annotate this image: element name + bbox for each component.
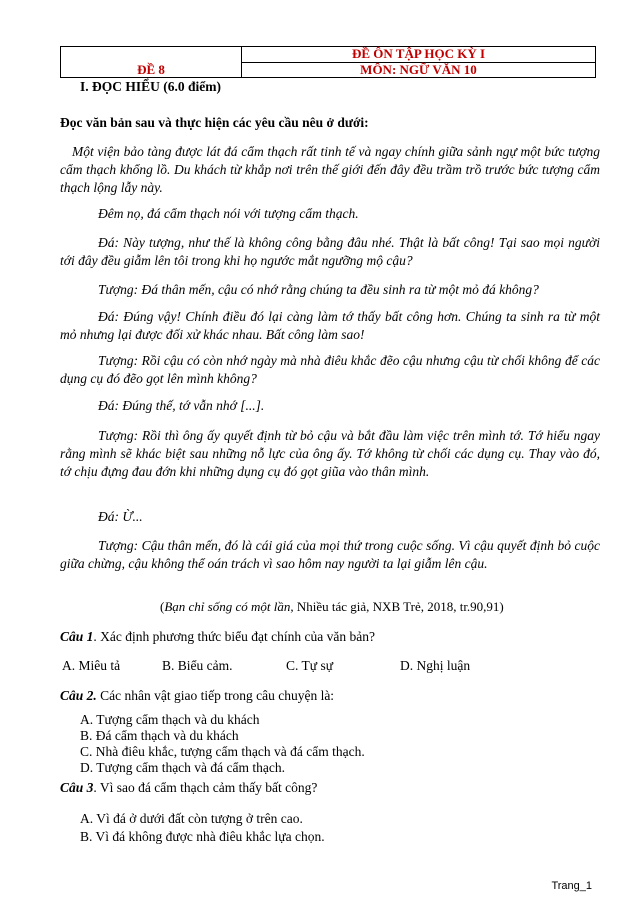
question-3-options: [80, 810, 580, 846]
option-b: B. Đá cẩm thạch và du khách: [80, 728, 239, 743]
option-d: D. Nghị luận: [400, 658, 471, 673]
option-c: C. Nhà điêu khắc, tượng cẩm thạch và đá cẩm thạch.: [80, 744, 365, 759]
question-3: Câu 3. Vì sao đá cẩm thạch cảm thấy bất công?: [60, 780, 318, 795]
question-1: Câu 1. Xác định phương thức biểu đạt chính của văn bản?: [60, 629, 375, 644]
passage-paragraph: Đá: Ừ...: [98, 509, 143, 524]
instruction: Đọc văn bản sau và thực hiện các yêu cầu nêu ở dưới:: [60, 115, 369, 130]
passage-paragraph: Một viện bảo tàng được lát đá cẩm thạch rất tinh tế và ngay chính giữa sảnh ngự một bức tượng cẩm thạch khổng lồ. Du khách từ khắp nơi trên thế giới đến đây đều trầm trồ trước bức tượng cẩm thạch lộng lẫy này.: [60, 144, 600, 195]
page-number: Trang_1: [551, 880, 592, 892]
option-c: C. Tự sự: [286, 658, 334, 673]
option-a: A. Tượng cẩm thạch và du khách: [80, 712, 260, 727]
question-2-options: [80, 712, 580, 776]
option-a: A. Vì đá ở dưới đất còn tượng ở trên cao.: [80, 811, 303, 826]
question-label: Câu 3: [60, 780, 94, 795]
question-label: Câu 1: [60, 629, 94, 644]
exam-header-table: [60, 46, 596, 78]
question-2: Câu 2. Các nhân vật giao tiếp trong câu chuyện là:: [60, 688, 335, 703]
passage-paragraph: Đêm nọ, đá cẩm thạch nói với tượng cẩm thạch.: [98, 206, 359, 221]
exam-number: ĐỀ 8: [61, 47, 242, 78]
exam-title: ĐỀ ÔN TẬP HỌC KỲ I: [242, 47, 596, 63]
passage-paragraph: Tượng: Rồi cậu có còn nhớ ngày mà nhà điêu khắc đẽo cậu nhưng cậu từ chối không để các dụng cụ đó đẽo gọt lên mình không?: [60, 353, 600, 386]
passage-paragraph: Tượng: Cậu thân mến, đó là cái giá của mọi thứ trong cuộc sống. Vì cậu quyết định bỏ cuộc giữa chừng, cậu không thể oán trách vì sao hôm nay người ta lại giẫm lên cậu.: [60, 538, 600, 571]
source-citation: (Bạn chỉ sống có một lần, Nhiều tác giả, NXB Trẻ, 2018, tr.90,91): [160, 599, 504, 614]
option-d: D. Tượng cẩm thạch và đá cẩm thạch.: [80, 760, 286, 775]
passage-paragraph: Đá: Đúng thế, tớ vẫn nhớ [...].: [98, 398, 265, 413]
exam-subject: MÔN: NGỮ VĂN 10: [242, 62, 596, 78]
section-title: I. ĐỌC HIỂU (6.0 điểm): [80, 79, 221, 94]
option-b: B. Biểu cảm.: [162, 658, 233, 673]
passage-paragraph: Tượng: Rồi thì ông ấy quyết định từ bỏ cậu và bắt đầu làm việc trên mình tớ. Tớ hiểu ngay rằng mình sẽ khác biệt sau những nỗ lực của ông ấy. Tớ không từ chối các dụng cụ. Thay vào đó, tớ chịu đựng đau đớn khi những dụng cụ đó gọt giũa vào thân mình.: [60, 428, 600, 479]
option-a: A. Miêu tả: [62, 658, 121, 673]
question-label: Câu 2.: [60, 688, 97, 703]
passage-paragraph: Đá: Này tượng, như thế là không công bằng đâu nhé. Thật là bất công! Tại sao mọi người tới đây đều giẫm lên tôi trong khi họ ngước mắt ngưỡng mộ cậu?: [60, 235, 600, 268]
passage-paragraph: Đá: Đúng vậy! Chính điều đó lại càng làm tớ thấy bất công hơn. Chúng ta sinh ra từ một mỏ nhưng lại được đối xử khác nhau. Bất công làm sao!: [60, 309, 600, 342]
passage-paragraph: Tượng: Đá thân mến, cậu có nhớ rằng chúng ta đều sinh ra từ một mỏ đá không?: [98, 282, 539, 297]
option-b: B. Vì đá không được nhà điêu khắc lựa chọn.: [80, 829, 325, 844]
